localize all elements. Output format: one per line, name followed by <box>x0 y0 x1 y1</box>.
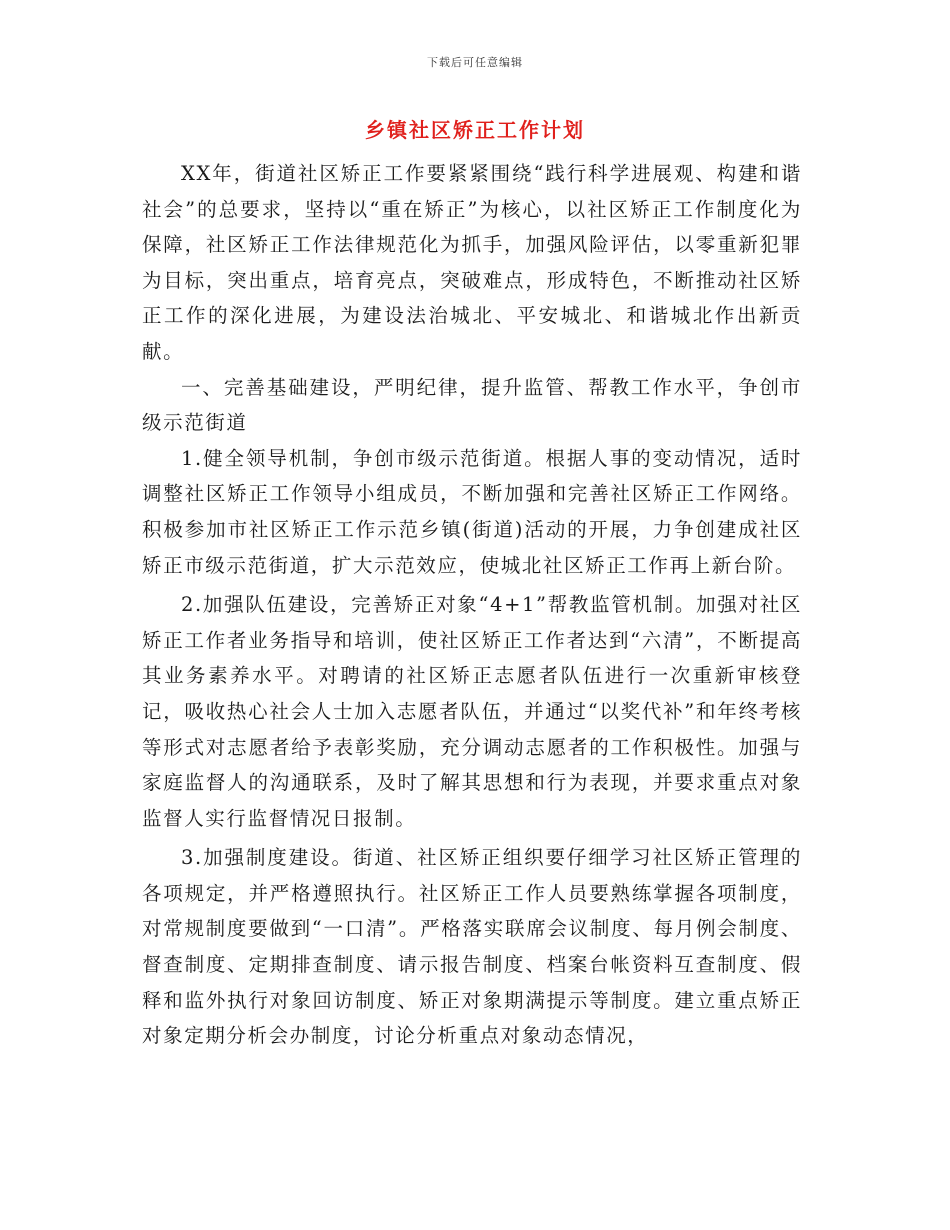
paragraph-item-2: 2.加强队伍建设，完善矫正对象“4+1”帮教监管机制。加强对社区矫正工作者业务指导和培训，使社区矫正工作者达到“六清”，不断提高其业务素养水平。对聘请的社区矫正志愿者队伍进行一次重新审核登记，吸收热心社会人士加入志愿者队伍，并通过“以奖代补”和年终考核等形式对志愿者给予表彰奖励，充分调动志愿者的工作积极性。加强与家庭监督人的沟通联系，及时了解其思想和行为表现，并要求重点对象监督人实行监督情况日报制。 <box>142 593 802 830</box>
paragraph-section-one: 一、完善基础建设，严明纪律，提升监管、帮教工作水平，争创市级示范街道 <box>142 375 802 435</box>
paragraph-item-3: 3.加强制度建设。街道、社区矫正组织要仔细学习社区矫正管理的各项规定，并严格遵照执行。社区矫正工作人员要熟练掌握各项制度，对常规制度要做到“一口清”。严格落实联席会议制度、每月例会制度、督查制度、定期排查制度、请示报告制度、档案台帐资料互查制度、假释和监外执行对象回访制度、矫正对象期满提示等制度。建立重点矫正对象定期分析会办制度，讨论分析重点对象动态情况， <box>142 846 802 1048</box>
header-note: 下载后可任意编辑 <box>427 56 523 69</box>
document-body <box>142 156 802 1054</box>
document-title: 乡镇社区矫正工作计划 <box>365 118 585 142</box>
paragraph-item-1: 1.健全领导机制，争创市级示范街道。根据人事的变动情况，适时调整社区矫正工作领导小组成员，不断加强和完善社区矫正工作网络。积极参加市社区矫正工作示范乡镇(街道)活动的开展，力争创建成社区矫正市级示范街道，扩大示范效应，使城北社区矫正工作再上新台阶。 <box>142 446 802 577</box>
paragraph-intro: XX年，街道社区矫正工作要紧紧围绕“践行科学进展观、构建和谐社会”的总要求，坚持以“重在矫正”为核心，以社区矫正工作制度化为保障，社区矫正工作法律规范化为抓手，加强风险评估，以零重新犯罪为目标，突出重点，培育亮点，突破难点，形成特色，不断推动社区矫正工作的深化进展，为建设法治城北、平安城北、和谐城北作出新贡献。 <box>142 162 802 363</box>
